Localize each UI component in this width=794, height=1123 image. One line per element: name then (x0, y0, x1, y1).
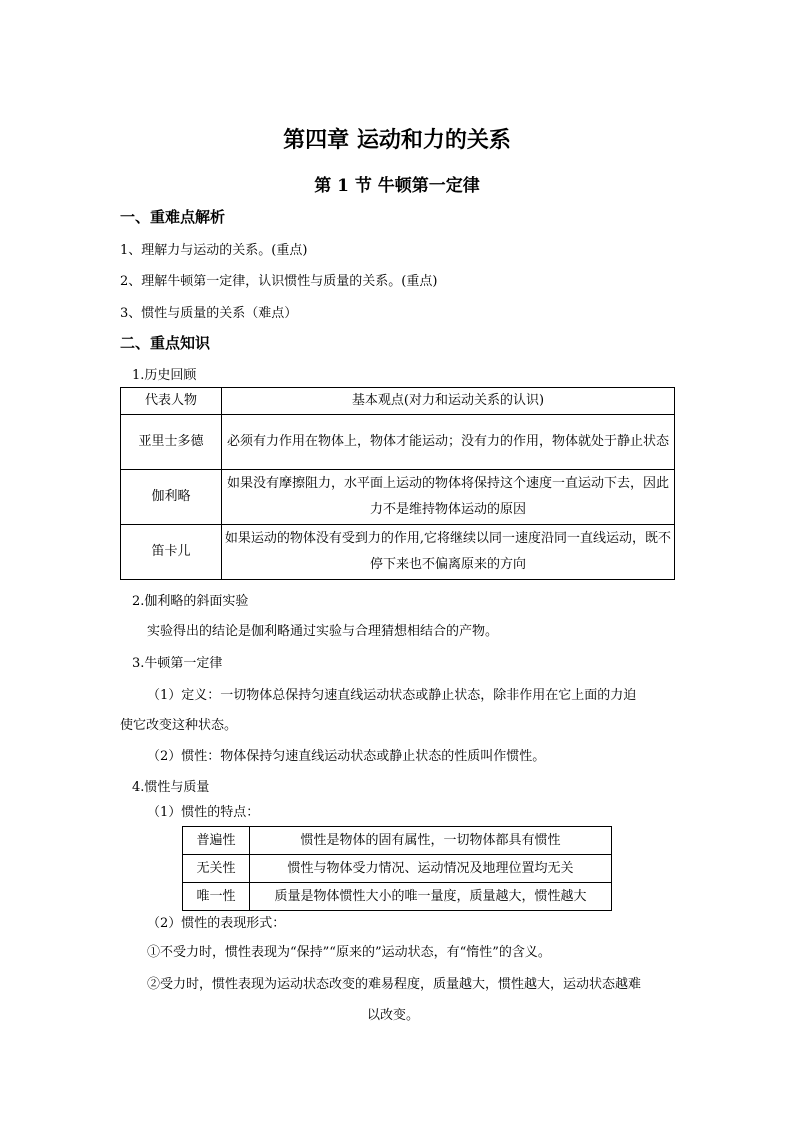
table-row (121, 525, 675, 580)
incline-text: 实验得出的结论是伽利略通过实验与合理猜想相结合的产物。 (147, 624, 499, 639)
feature-desc: 惯性是物体的固有属性，一切物体都具有惯性 (250, 827, 612, 855)
history-title: 1.历史回顾 (132, 368, 197, 383)
heading-key-knowledge: 二、重点知识 (120, 334, 211, 352)
section-title: 第 1 节 牛顿第一定律 (314, 176, 480, 196)
view-cell: 必须有力作用在物体上，物体才能运动；没有力的作用，物体就处于静止状态 (222, 415, 675, 470)
feature-name: 唯一性 (183, 883, 250, 911)
table-row (121, 415, 675, 470)
point-3: 3、惯性与质量的关系（难点） (120, 306, 298, 321)
feature-desc: 质量是物体惯性大小的唯一量度，质量越大，惯性越大 (250, 883, 612, 911)
view-cell: 如果运动的物体没有受到力的作用,它将继续以同一速度沿同一直线运动，既不停下来也不偏离原来的方向 (222, 525, 675, 580)
form-2-line-2: 以改变。 (367, 1008, 420, 1023)
person-cell: 亚里士多德 (121, 415, 222, 470)
person-cell: 笛卡儿 (121, 525, 222, 580)
table-row (183, 883, 612, 911)
definition-line-1: （1）定义：一切物体总保持匀速直线运动状态或静止状态，除非作用在它上面的力迫 (147, 688, 637, 703)
header-person: 代表人物 (121, 388, 222, 415)
inertia-definition: （2）惯性：物体保持匀速直线运动状态或静止状态的性质叫作惯性。 (147, 749, 546, 764)
heading-key-points: 一、重难点解析 (120, 208, 226, 226)
history-table (120, 387, 675, 580)
person-cell: 伽利略 (121, 470, 222, 525)
feature-name: 普遍性 (183, 827, 250, 855)
table-row (183, 855, 612, 883)
table-row (183, 827, 612, 855)
feature-desc: 惯性与物体受力情况、运动情况及地理位置均无关 (250, 855, 612, 883)
newton-law-title: 3.牛顿第一定律 (132, 656, 223, 671)
table-row (121, 470, 675, 525)
form-1: ①不受力时，惯性表现为“保持”“原来的”运动状态，有“惰性”的含义。 (147, 945, 551, 960)
feature-name: 无关性 (183, 855, 250, 883)
point-2: 2、理解牛顿第一定律，认识惯性与质量的关系。(重点) (120, 274, 438, 289)
inertia-mass-title: 4.惯性与质量 (132, 780, 210, 795)
header-view: 基本观点(对力和运动关系的认识) (222, 388, 675, 415)
table-header-row (121, 388, 675, 415)
chapter-title: 第四章 运动和力的关系 (283, 127, 511, 153)
form-2-line-1: ②受力时，惯性表现为运动状态改变的难易程度，质量越大，惯性越大，运动状态越难 (147, 977, 642, 992)
incline-title: 2.伽利略的斜面实验 (132, 594, 249, 609)
features-title: （1）惯性的特点： (147, 805, 260, 820)
definition-line-2: 使它改变这种状态。 (120, 718, 238, 733)
view-cell: 如果没有摩擦阻力，水平面上运动的物体将保持这个速度一直运动下去，因此力不是维持物体运动的原因 (222, 470, 675, 525)
forms-title: （2）惯性的表现形式： (147, 916, 286, 931)
point-1: 1、理解力与运动的关系。(重点) (120, 243, 308, 258)
inertia-features-table (182, 826, 612, 911)
